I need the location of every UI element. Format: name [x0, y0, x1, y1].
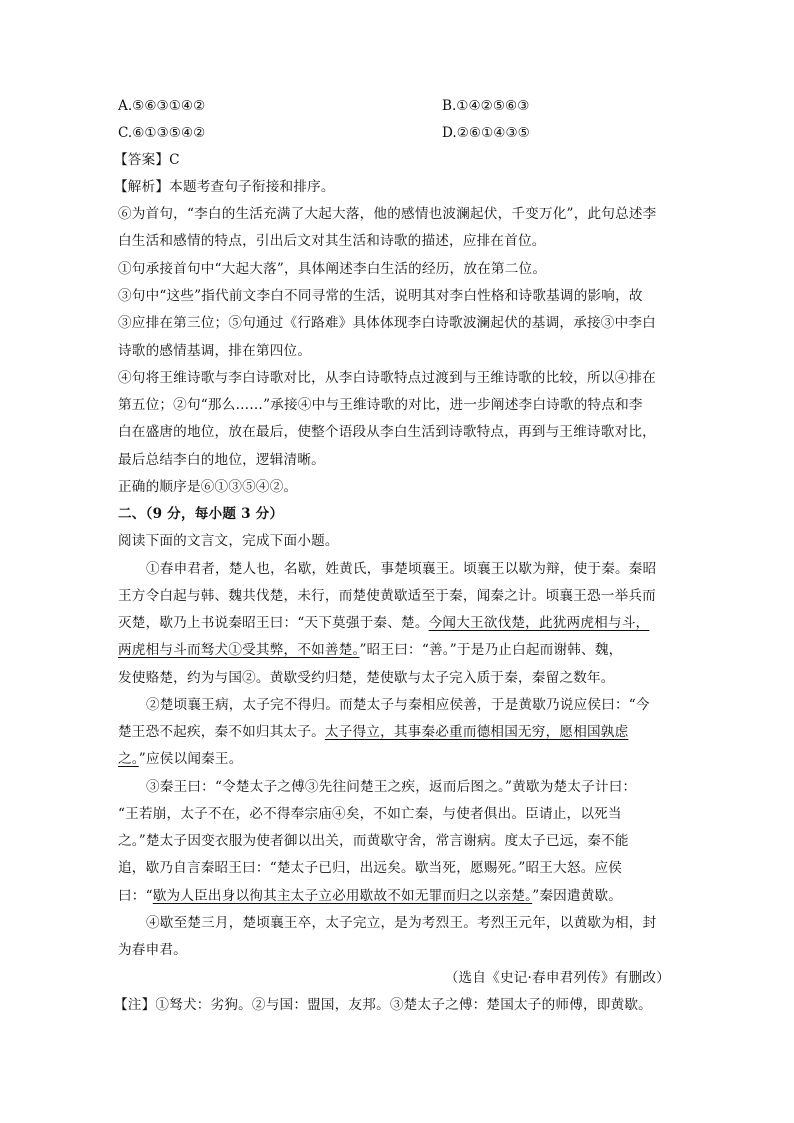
passage-line: ①春申君者，楚人也，名歇，姓黄氏，事楚顷襄王。顷襄王以歇为辩，使于秦。秦昭 — [146, 561, 657, 577]
analysis-line: 最后总结李白的地位，逻辑清晰。 — [118, 452, 325, 468]
analysis-line: ⑥为首句，“李白的生活充满了大起大落，他的感情也波澜起伏，千变万化”，此句总述李 — [118, 206, 657, 222]
footnote: 【注】①驽犬：劣狗。②与国：盟国，友邦。③楚太子之傅：楚国太子的师傅，即黄歇。 — [114, 997, 652, 1013]
passage-line — [118, 722, 678, 742]
analysis-line: 白在盛唐的地位，放在最后，使整个语段从李白生活到诗歌特点，再到与王维诗歌对比， — [118, 424, 656, 440]
passage-line: 为春申君。 — [118, 942, 187, 958]
underlined-sentence: 歇为人臣出身以徇其主太子立必用歇故不如无罪而归之以亲楚。 — [152, 888, 533, 904]
option-b: B.①④②⑤⑥③ — [442, 98, 530, 114]
analysis-line: ④句将王维诗歌与李白诗歌对比，从李白诗歌特点过渡到与王维诗歌的比较，所以④排在 — [118, 370, 656, 386]
analysis-line: 诗歌的感情基调，排在第四位。 — [118, 343, 312, 359]
passage-text: 曰：“ — [118, 888, 153, 904]
passage-line — [118, 749, 678, 769]
analysis-order: 正确的顺序是⑥①③⑤④②。 — [118, 479, 298, 495]
passage-line: ④歇至楚三月，楚顷襄王卒，太子完立，是为考烈王。考烈王元年，以黄歇为相，封 — [146, 915, 657, 931]
analysis-line: 第五位；②句“那么……”承接④中与王维诗歌的对比，进一步阐述李白诗歌的特点和李 — [118, 397, 643, 413]
passage-line: ②楚顷襄王病，太子完不得归。而楚太子与秦相应侯善，于是黄歇乃说应侯曰：“今 — [146, 697, 650, 713]
passage-line: ③秦王曰：“令楚太子之傅③先往问楚王之疾，返而后图之。”黄歇为楚太子计曰： — [146, 779, 637, 795]
passage-line: 之。”楚太子因变衣服为使者御以出关，而黄歇守舍，常言谢病。度太子已远，秦不能 — [118, 833, 629, 849]
passage-line — [118, 640, 678, 660]
underlined-sentence: 两虎相与斗而驽犬①受其弊，不如善楚。 — [118, 642, 360, 658]
analysis-line: ③应排在第三位；⑤句通过《行路难》具体体现李白诗歌波澜起伏的基调，承接③中李白 — [118, 315, 656, 331]
passage-line: 发使赂楚，约为与国②。黄歇受约归楚，楚使歇与太子完入质于秦，秦留之数年。 — [118, 670, 615, 686]
passage-text: 灭楚，歇乃上书说秦昭王曰：“天下莫强于秦、楚。 — [118, 615, 429, 631]
section-heading: 二、（9 分，每小题 3 分） — [118, 506, 284, 522]
passage-text: 楚王恐不起疾，秦不如归其太子。 — [118, 724, 325, 740]
section-instruction: 阅读下面的文言文，完成下面小题。 — [118, 533, 339, 549]
passage-text: ”应侯以闻秦王。 — [138, 751, 243, 767]
analysis-line: ③句中“这些”指代前文李白不同寻常的生活，说明其对李白性格和诗歌基调的影响，故 — [118, 288, 643, 304]
underlined-sentence: 太子得立，其事秦必重而德相国无穷，愿相国孰虑 — [324, 724, 629, 740]
underlined-sentence: 之。 — [118, 751, 139, 767]
underlined-sentence: 今闻大王欲伐楚，此犹两虎相与斗， — [428, 615, 650, 631]
passage-line — [118, 886, 678, 906]
option-d: D.②⑥①④③⑤ — [442, 125, 530, 141]
passage-line — [118, 613, 678, 633]
source-citation: （选自《史记·春申君列传》有删改） — [444, 970, 670, 986]
passage-text: ”昭王曰：“善。”于是乃止白起而谢韩、魏， — [359, 642, 623, 658]
answer: 【答案】C — [114, 152, 180, 168]
option-c: C.⑥①③⑤④② — [118, 125, 206, 141]
passage-line: “王若崩，太子不在，必不得奉宗庙④矣，不如亡秦，与使者俱出。臣请止，以死当 — [118, 806, 622, 822]
analysis-intro: 【解析】本题考查句子衔接和排序。 — [114, 179, 335, 195]
passage-text: ”秦因遣黄歇。 — [532, 888, 623, 904]
analysis-line: ①句承接首句中“大起大落”，具体阐述李白生活的经历，放在第二位。 — [118, 261, 547, 277]
option-a: A.⑤⑥③①④② — [118, 98, 206, 114]
analysis-line: 白生活和感情的特点，引出后文对其生活和诗歌的描述，应排在首位。 — [118, 233, 546, 249]
passage-line: 追，歇乃自言秦昭王曰：“楚太子已归，出远矣。歇当死，愿赐死。”昭王大怒。应侯 — [118, 860, 623, 876]
passage-line: 王方令白起与韩、魏共伐楚，未行，而楚使黄歇适至于秦，闻秦之计。顷襄王恐一举兵而 — [118, 588, 656, 604]
